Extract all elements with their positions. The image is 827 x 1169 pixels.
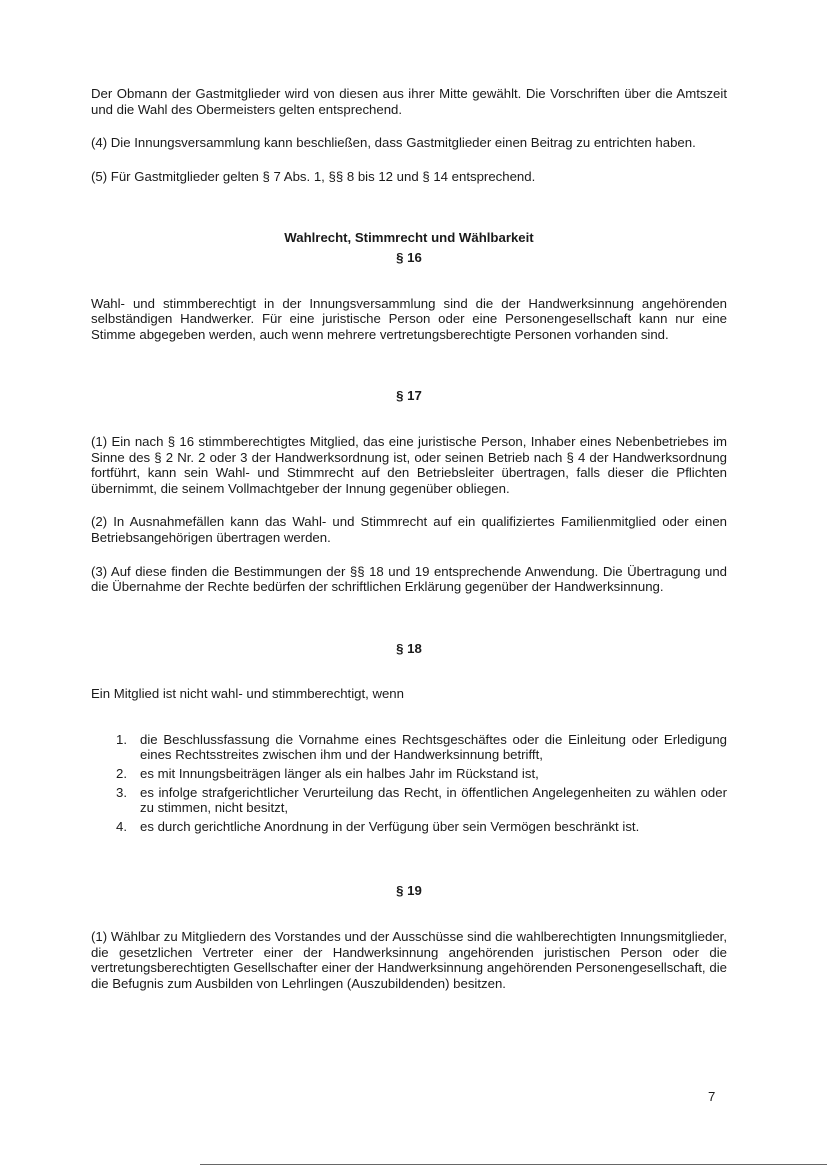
list-item-number: 4. xyxy=(116,818,127,834)
list-item xyxy=(91,732,727,763)
section-19-para-1: (1) Wählbar zu Mitgliedern des Vorstandes und der Ausschüsse sind die wahlberechtigten Innungsmitglieder, die gesetzlichen Vertreter einer der Handwerksinnung angehörenden juristischen Person oder die vertretungsberechtigten Gesellschafter einer der Handwerksinnung angehörenden Personengesellschaft, die die Befugnis zum Ausbilden von Lehrlingen (Auszubildenden) besitzen. xyxy=(91,929,727,991)
list-item-number: 1. xyxy=(116,731,127,747)
section-19-number: § 19 xyxy=(396,883,422,899)
list-item-number: 2. xyxy=(116,766,127,782)
section-17-para-2: (2) In Ausnahmefällen kann das Wahl- und Stimmrecht auf ein qualifiziertes Familienmitglied oder einen Betriebsangehörigen übertragen werden. xyxy=(91,514,727,545)
paragraph-4: (4) Die Innungsversammlung kann beschließen, dass Gastmitglieder einen Beitrag zu entrichten haben. xyxy=(91,135,696,151)
list-item xyxy=(91,819,727,835)
section-18-intro: Ein Mitglied ist nicht wahl- und stimmberechtigt, wenn xyxy=(91,686,404,702)
list-item-text: es infolge strafgerichtlicher Verurteilung das Recht, in öffentlichen Angelegenheiten zu wählen oder zu stimmen, nicht besitzt, xyxy=(140,784,727,816)
list-item-text: es mit Innungsbeiträgen länger als ein halbes Jahr im Rückstand ist, xyxy=(140,766,539,782)
document-body xyxy=(91,86,727,991)
list-item-number: 3. xyxy=(116,784,127,800)
section-18-list xyxy=(91,732,727,835)
section-16-number: § 16 xyxy=(396,249,422,265)
page-number: 7 xyxy=(708,1089,716,1104)
paragraph-5: (5) Für Gastmitglieder gelten § 7 Abs. 1, §§ 8 bis 12 und § 14 entsprechend. xyxy=(91,168,536,184)
list-item xyxy=(91,766,727,782)
section-17-para-3: (3) Auf diese finden die Bestimmungen der §§ 18 und 19 entsprechende Anwendung. Die Übertragung und die Übernahme der Rechte bedürfen der schriftlichen Erklärung gegenüber der Handwerksinnung. xyxy=(91,563,727,595)
section-18-number: § 18 xyxy=(396,640,422,656)
section-17-number: § 17 xyxy=(396,388,422,404)
section-16-title: Wahlrecht, Stimmrecht und Wählbarkeit xyxy=(284,230,534,246)
bottom-rule xyxy=(200,1164,827,1165)
section-16-text: Wahl- und stimmberechtigt in der Innungsversammlung sind die der Handwerksinnung angehörenden selbständigen Handwerker. Für eine juristische Person oder eine Personengesellschaft kann nur eine Stimme abgegeben werden, auch wenn mehrere vertretungsberechtigte Personen vorhanden sind. xyxy=(91,295,727,342)
section-17-para-1: (1) Ein nach § 16 stimmberechtigtes Mitglied, das eine juristische Person, Inhaber eines Nebenbetriebes im Sinne des § 2 Nr. 2 oder 3 der Handwerksordnung ist, oder seinen Betrieb nach § 4 der Handwerksordnung fortführt, kann sein Wahl- und Stimmrecht auf den Betriebsleiter übertragen, falls dieser die Pflichten übernimmt, die seinem Vollmachtgeber der Innung gegenüber obliegen. xyxy=(91,433,727,496)
list-item-text: die Beschlussfassung die Vornahme eines Rechtsgeschäftes oder die Einleitung oder Erledigung eines Rechtsstreites zwischen ihm und der Handwerksinnung betrifft, xyxy=(140,731,727,763)
list-item-text: es durch gerichtliche Anordnung in der Verfügung über sein Vermögen beschränkt ist. xyxy=(140,818,640,834)
intro-paragraph: Der Obmann der Gastmitglieder wird von diesen aus ihrer Mitte gewählt. Die Vorschriften über die Amtszeit und die Wahl des Obermeisters gelten entsprechend. xyxy=(91,86,727,117)
list-item xyxy=(91,785,727,816)
